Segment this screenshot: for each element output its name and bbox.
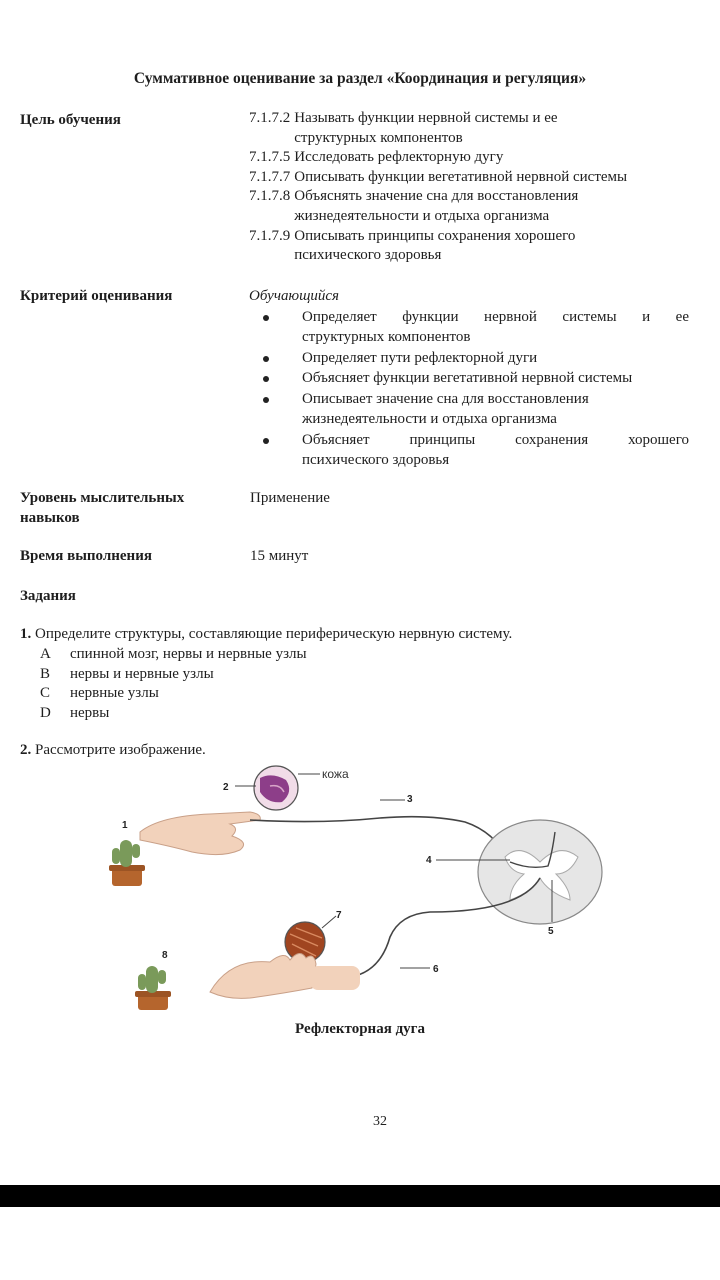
- criteria-text: Объясняет принципы сохранения хорошего: [302, 431, 689, 448]
- criteria-text: Объясняет функции вегетативной нервной системы: [302, 370, 633, 386]
- task-2-number: 2.: [20, 742, 32, 758]
- skin-inset: [254, 766, 320, 810]
- goal-code: 7.1.7.5: [249, 149, 291, 166]
- criteria-item: [249, 368, 689, 389]
- time-value: 15 минут: [250, 548, 309, 564]
- cactus-bottom: [135, 966, 171, 1010]
- task-1-options: [40, 645, 307, 724]
- label-6: 6: [433, 964, 439, 975]
- criteria-item: [249, 430, 689, 471]
- option-text: спинной мозг, нервы и нервные узлы: [70, 646, 307, 662]
- goal-text: Описывать функции вегетативной нервной системы: [294, 168, 628, 185]
- task-2-text: Рассмотрите изображение.: [35, 742, 206, 758]
- goal-item: [249, 227, 699, 266]
- goal-code: 7.1.7.8: [249, 188, 291, 205]
- document-title: Суммативное оценивание за раздел «Координация и регуляция»: [133, 70, 587, 87]
- label-1: 1: [122, 820, 128, 831]
- option-letter: B: [40, 665, 51, 682]
- goal-text-cont: психического здоровья: [294, 247, 442, 264]
- task-2: [20, 741, 206, 761]
- label-8: 8: [162, 950, 168, 961]
- reflex-arc-figure: [100, 762, 620, 1022]
- goals-list: [249, 109, 699, 266]
- criteria-text-cont: психического здоровья: [302, 452, 450, 468]
- label-2: 2: [223, 782, 229, 793]
- answer-option: [40, 704, 307, 724]
- goal-text-cont: жизнедеятельности и отдыха организма: [294, 207, 550, 224]
- criteria-text: Определяет функции нервной системы и ее: [302, 308, 689, 325]
- hand-withdrawn: [210, 953, 360, 998]
- answer-option: [40, 645, 307, 665]
- criteria-list: [249, 307, 689, 471]
- bottom-bar: [0, 1185, 720, 1207]
- criteria-item: [249, 348, 689, 369]
- goal-item: [249, 148, 699, 168]
- criteria-text: Определяет пути рефлекторной дуги: [302, 349, 538, 366]
- goal-text: Объяснять значение сна для восстановления: [294, 188, 579, 205]
- goal-text: Исследовать рефлекторную дугу: [294, 149, 504, 166]
- cactus-top: [109, 840, 145, 886]
- option-text: нервные узлы: [70, 685, 159, 702]
- skill-value: Применение: [250, 490, 330, 506]
- criteria-text: Описывает значение сна для восстановления: [302, 390, 589, 407]
- task-1: [20, 625, 512, 645]
- label-4: 4: [426, 855, 432, 866]
- label-7: 7: [336, 910, 342, 921]
- goal-text: Описывать принципы сохранения хорошего: [294, 227, 576, 244]
- criteria-label: Критерий оценивания: [20, 288, 173, 304]
- figure-caption: Рефлекторная дуга: [295, 1021, 425, 1037]
- criteria-block: [249, 286, 689, 471]
- sensory-nerve: [250, 817, 510, 862]
- goal-text: Называть функции нервной системы и ее: [294, 110, 558, 126]
- muscle-inset: [285, 916, 336, 962]
- goal-code: 7.1.7.2: [249, 110, 291, 126]
- goal-item: [249, 109, 699, 148]
- goal-text-cont: структурных компонентов: [294, 129, 463, 146]
- skill-label: [20, 488, 184, 528]
- task-1-text: Определите структуры, составляющие периферическую нервную систему.: [35, 626, 513, 642]
- skin-label: кожа: [322, 767, 349, 781]
- skill-label-line1: Уровень мыслительных: [20, 490, 185, 506]
- goal-code: 7.1.7.7: [249, 168, 291, 185]
- criteria-item: [249, 389, 689, 430]
- answer-option: [40, 684, 307, 704]
- page-number: 32: [373, 1114, 387, 1129]
- criteria-text-cont: жизнедеятельности и отдыха организма: [302, 411, 557, 427]
- tasks-heading: Задания: [20, 588, 76, 604]
- goal-item: [249, 187, 699, 226]
- option-text: нервы и нервные узлы: [70, 665, 214, 682]
- option-letter: A: [40, 646, 51, 662]
- label-5: 5: [548, 926, 554, 937]
- task-1-number: 1.: [20, 626, 32, 642]
- hand-touching: [140, 812, 260, 855]
- option-text: нервы: [70, 705, 110, 722]
- criteria-intro: Обучающийся: [249, 288, 340, 304]
- skill-label-line2: навыков: [20, 510, 80, 526]
- goals-label: Цель обучения: [20, 112, 121, 128]
- time-label: Время выполнения: [20, 548, 152, 564]
- spinal-cord: [478, 820, 602, 924]
- answer-option: [40, 665, 307, 685]
- label-3: 3: [407, 794, 413, 805]
- option-letter: D: [40, 705, 51, 722]
- criteria-text-cont: структурных компонентов: [302, 329, 471, 345]
- option-letter: C: [40, 685, 51, 702]
- goal-code: 7.1.7.9: [249, 227, 291, 244]
- goal-item: [249, 168, 699, 188]
- criteria-item: [249, 307, 689, 348]
